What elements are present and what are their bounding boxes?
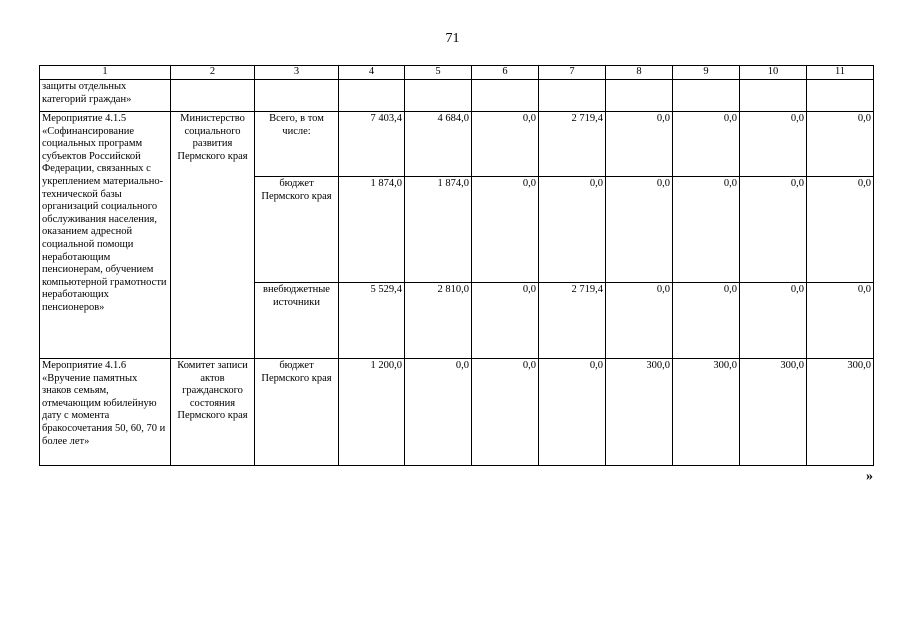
value-cell: 300,0 — [673, 359, 740, 466]
table-cell — [339, 80, 405, 112]
value-cell: 0,0 — [606, 112, 673, 177]
value-cell: 0,0 — [405, 359, 472, 466]
value-cell: 1 200,0 — [339, 359, 405, 466]
table-cell — [606, 80, 673, 112]
value-cell: 1 874,0 — [405, 177, 472, 283]
value-cell: 0,0 — [673, 283, 740, 359]
table-cell — [255, 80, 339, 112]
value-cell: 0,0 — [740, 283, 807, 359]
measure-executor: Министерство социального развития Пермского края — [171, 112, 255, 359]
table-header-row — [40, 66, 874, 80]
column-header: 8 — [606, 66, 673, 80]
table-cell — [472, 80, 539, 112]
value-cell: 300,0 — [807, 359, 874, 466]
value-cell: 0,0 — [807, 177, 874, 283]
column-header: 6 — [472, 66, 539, 80]
table-cell — [673, 80, 740, 112]
table-cell — [405, 80, 472, 112]
value-cell: 2 810,0 — [405, 283, 472, 359]
column-header: 4 — [339, 66, 405, 80]
value-cell: 0,0 — [472, 283, 539, 359]
page-number: 71 — [445, 31, 460, 46]
financing-table — [39, 65, 874, 466]
column-header: 5 — [405, 66, 472, 80]
column-header: 1 — [40, 66, 171, 80]
value-cell: 2 719,4 — [539, 283, 606, 359]
table-cell — [539, 80, 606, 112]
value-cell: 0,0 — [673, 177, 740, 283]
column-header: 11 — [807, 66, 874, 80]
value-cell: 2 719,4 — [539, 112, 606, 177]
value-cell: 1 874,0 — [339, 177, 405, 283]
table-row — [40, 80, 874, 112]
value-cell: 0,0 — [606, 177, 673, 283]
value-cell: 0,0 — [472, 112, 539, 177]
column-header: 10 — [740, 66, 807, 80]
measure-name: Мероприятие 4.1.5 «Софинансирование социальных программ субъектов Российской Федерации, связанных с укреплением материально-технической базы организаций социального обслуживания населения, оказанием адресной социальной помощи неработающим пенсионерам, обучением компьютерной грамотности неработающих пенсионеров» — [40, 112, 171, 359]
column-header: 3 — [255, 66, 339, 80]
value-cell: 0,0 — [472, 177, 539, 283]
funding-source: бюджет Пермского края — [255, 177, 339, 283]
value-cell: 0,0 — [673, 112, 740, 177]
table-cell — [171, 80, 255, 112]
table-cell — [807, 80, 874, 112]
column-header: 2 — [171, 66, 255, 80]
value-cell: 0,0 — [740, 177, 807, 283]
value-cell: 0,0 — [807, 283, 874, 359]
table-row — [40, 112, 874, 177]
value-cell: 0,0 — [807, 112, 874, 177]
value-cell: 0,0 — [606, 283, 673, 359]
value-cell: 0,0 — [472, 359, 539, 466]
measure-executor: Комитет записи актов гражданского состояния Пермского края — [171, 359, 255, 466]
value-cell: 5 529,4 — [339, 283, 405, 359]
column-header: 7 — [539, 66, 606, 80]
measure-name-continued: защиты отдельных категорий граждан» — [40, 80, 171, 112]
value-cell: 300,0 — [606, 359, 673, 466]
funding-source: внебюджетные источники — [255, 283, 339, 359]
funding-source: Всего, в том числе: — [255, 112, 339, 177]
table-row — [40, 359, 874, 466]
value-cell: 0,0 — [539, 177, 606, 283]
column-header: 9 — [673, 66, 740, 80]
measure-name: Мероприятие 4.1.6 «Вручение памятных знаков семьям, отмечающим юбилейную дату с момента бракосочетания 50, 60, 70 и более лет» — [40, 359, 171, 466]
table-cell — [740, 80, 807, 112]
value-cell: 4 684,0 — [405, 112, 472, 177]
value-cell: 0,0 — [740, 112, 807, 177]
value-cell: 300,0 — [740, 359, 807, 466]
value-cell: 7 403,4 — [339, 112, 405, 177]
funding-source: бюджет Пермского края — [255, 359, 339, 466]
value-cell: 0,0 — [539, 359, 606, 466]
closing-quote-mark: » — [866, 469, 873, 484]
